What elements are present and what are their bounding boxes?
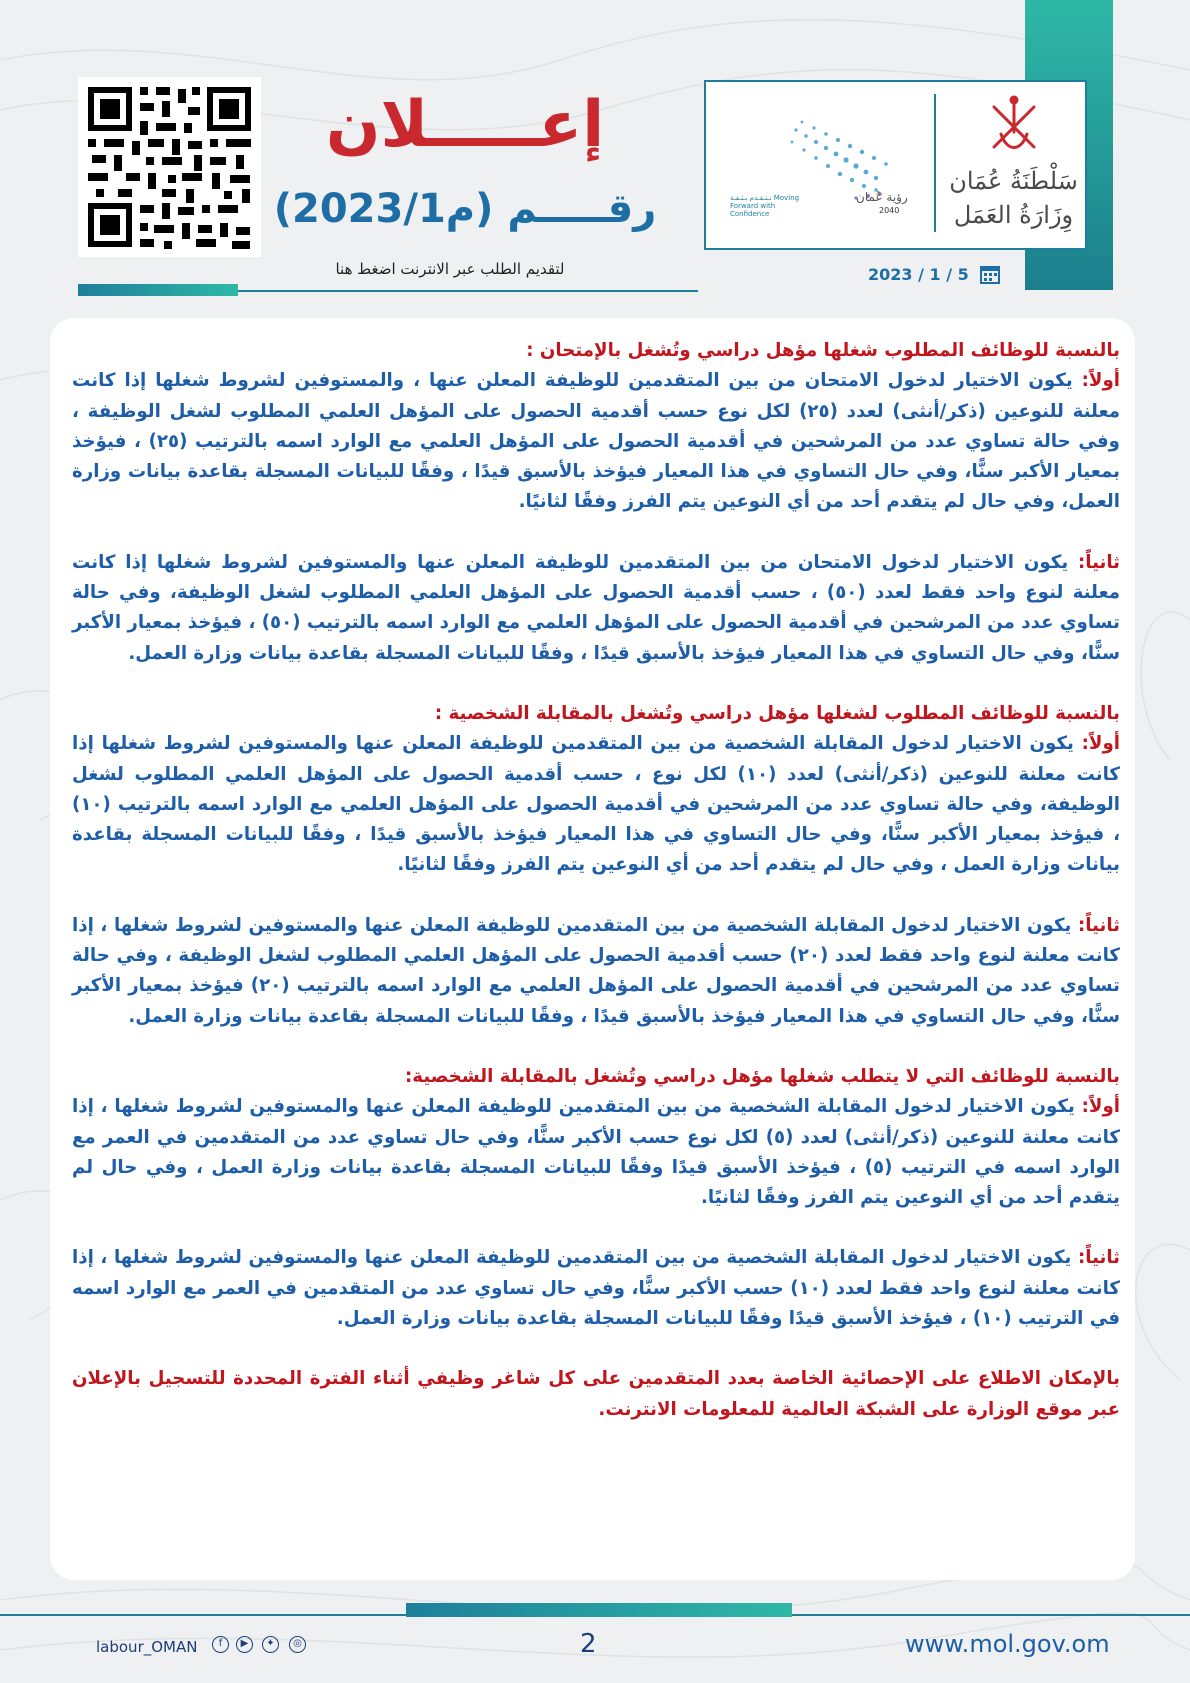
section-3-paragraph-1-label: أولاً: — [1081, 1096, 1120, 1118]
section-3-heading: بالنسبة للوظائف التي لا يتطلب شغلها مؤهل دراسي وتُشغل بالمقابلة الشخصية: — [405, 1065, 1120, 1087]
section-2-paragraph-2-text: يكون الاختيار لدخول المقابلة الشخصية من بين المتقدمين للوظيفة المعلن عنها والمستوفين لشروط شغلها ، إذا كانت معلنة لنوع واحد فقط لعدد (٢٠) حسب أقدمية الحصول على المؤهل العلمي المطلوب لشغل الوظيفة ، وفي حالة تساوي عدد من المرشحين في أقدمية الحصول على المؤهل العلمي مع الوارد اسمه بالترتيب (٢٠) فيؤخذ بمعيار الأكبر سنًّا، وفي حال التساوي في هذا المعيار فيؤخذ بالأسبق قيدًا ، وفقًا للبيانات المسجلة بقاعدة بيانات وزارة العمل. — [72, 914, 1120, 1027]
announcement-body — [72, 336, 1120, 1425]
qr-code[interactable] — [78, 77, 261, 257]
ministry-line-1: سَلْطَنَةُ عُمَان — [949, 167, 1078, 195]
section-1-paragraph-2-label: ثانياً: — [1077, 551, 1120, 573]
apply-online-link[interactable]: لتقديم الطلب عبر الانترنت اضغط هنا — [335, 260, 565, 278]
instagram-icon[interactable]: ◎ — [289, 1636, 306, 1653]
facebook-icon[interactable]: f — [212, 1636, 229, 1653]
announcement-number: رقـــــم (م2023/1) — [273, 186, 657, 232]
section-2-paragraph-2 — [72, 911, 1120, 1032]
footer-accent-bar — [406, 1603, 792, 1617]
section-2-paragraph-1 — [72, 729, 1120, 880]
vision-year: 2040 — [879, 206, 900, 215]
social-handle[interactable]: labour_OMAN — [96, 1638, 198, 1656]
section-2-paragraph-1-text: يكون الاختيار لدخول المقابلة الشخصية من بين المتقدمين للوظيفة المعلن عنها والمستوفين لشروط شغلها إذا كانت معلنة للنوعين (ذكر/أنثى) لعدد (١٠) لكل نوع ، حسب أقدمية الحصول على المؤهل العلمي المطلوب لشغل الوظيفة، وفي حالة تساوي عدد من المرشحين في أقدمية الحصول على المؤهل العلمي مع الوارد اسمه بالترتيب (١٠) ، فيؤخذ بمعيار الأكبر سنًّا، وفي حال التساوي في هذا المعيار فيؤخذ بالأسبق قيدًا ، وفقًا للبيانات المسجلة بقاعدة بيانات وزارة العمل ، وفي حال لم يتقدم أحد من أي النوعين يتم الفرز وفقًا لثانيًا. — [72, 733, 1120, 876]
ministry-name — [946, 164, 1081, 232]
logo-panel — [704, 80, 1087, 250]
calendar-icon — [980, 264, 1000, 284]
section-3-paragraph-1-text: يكون الاختيار لدخول المقابلة الشخصية من بين المتقدمين للوظيفة المعلن عنها والمستوفين لشروط شغلها ، إذا كانت معلنة للنوعين (ذكر/أنثى) لعدد (٥) لكل نوع حسب الأكبر سنًّا، وفي حال تساوي عدد من المتقدمين في العمر مع الوارد اسمه في الترتيب (٥) ، فيؤخذ الأسبق قيدًا وفقًا للبيانات المسجلة بقاعدة بيانات وزارة العمل ، وفي حال لم يتقدم أحد من أي النوعين يتم الفرز وفقًا لثانيًا. — [72, 1096, 1120, 1209]
twitter-icon[interactable]: ✦ — [262, 1636, 279, 1653]
header-divider-accent — [78, 284, 238, 296]
website-link[interactable]: www.mol.gov.om — [905, 1630, 1110, 1658]
oman-emblem-icon — [979, 92, 1049, 162]
announcement-title: إعـــــلان — [325, 88, 605, 162]
section-3-paragraph-2-label: ثانياً: — [1077, 1247, 1120, 1269]
announcement-date: 2023 / 1 / 5 — [868, 265, 969, 284]
section-2-paragraph-1-label: أولاً: — [1081, 733, 1120, 755]
section-3-paragraph-1 — [72, 1092, 1120, 1213]
section-2-paragraph-2-label: ثانياً: — [1077, 914, 1120, 936]
page-number: 2 — [580, 1629, 597, 1659]
section-1-paragraph-1-text: يكون الاختيار لدخول الامتحان من بين المتقدمين للوظيفة المعلن عنها ، والمستوفين لشروط شغلها إذا كانت معلنة للنوعين (ذكر/أنثى) لعدد (٢٥) لكل نوع حسب أقدمية الحصول على المؤهل العلمي المطلوب لشغل الوظيفة ، وفي حالة تساوي عدد من المرشحين في أقدمية الحصول على المؤهل العلمي مع الوارد اسمه بالترتيب (٢٥) ، فيؤخذ بمعيار الأكبر سنًّا، وفي حال التساوي في هذا المعيار فيؤخذ بالأسبق قيدًا ، وفقًا للبيانات المسجلة بقاعدة بيانات وزارة العمل، وفي حال لم يتقدم أحد من أي النوعين يتم الفرز وفقًا لثانيًا. — [72, 370, 1120, 513]
section-1-paragraph-1 — [72, 366, 1120, 517]
forward-slogan: نـتـقـدم بـثـقـة Moving Forward with Confidence — [730, 194, 800, 218]
section-1-paragraph-1-label: أولاً: — [1081, 370, 1120, 392]
section-3-paragraph-2-text: يكون الاختيار لدخول المقابلة الشخصية من بين المتقدمين للوظيفة المعلن عنها والمستوفين لشروط شغلها ، إذا كانت معلنة لنوع واحد فقط لعدد (١٠) حسب الأكبر سنًّا، وفي حال تساوي عدد من المتقدمين في العمر مع الوارد اسمه في الترتيب (١٠) ، فيؤخذ الأسبق قيدًا وفقًا للبيانات المسجلة بقاعدة بيانات وزارة العمل. — [72, 1247, 1120, 1330]
ministry-logo — [946, 92, 1081, 238]
logo-divider — [934, 94, 936, 232]
section-1-paragraph-2-text: يكون الاختيار لدخول الامتحان من بين المتقدمين للوظيفة المعلن عنها والمستوفين لشروط شغلها إذا كانت معلنة لنوع واحد فقط لعدد (٥٠) ، حسب أقدمية الحصول على المؤهل العلمي المطلوب لشغل الوظيفة، وفي حالة تساوي عدد من المرشحين في أقدمية الحصول على المؤهل العلمي مع الوارد اسمه بالترتيب (٥٠) ، فيؤخذ بمعيار الأكبر سنًّا، وفي حال التساوي في هذا المعيار فيؤخذ بالأسبق قيدًا ، وفقًا للبيانات المسجلة بقاعدة بيانات وزارة العمل. — [72, 551, 1120, 664]
section-1-paragraph-2 — [72, 548, 1120, 669]
section-3-paragraph-2 — [72, 1243, 1120, 1334]
ministry-line-2: وِزَارَةُ العَمَل — [953, 201, 1074, 229]
vision-label: رؤية عُمان — [856, 190, 908, 204]
closing-note: بالإمكان الاطلاع على الإحصائية الخاصة بعدد المتقدمين على كل شاغر وظيفي أثناء الفترة المحددة للتسجيل بالإعلان عبر موقع الوزارة على الشبكة العالمية للمعلومات الانترنت. — [72, 1368, 1120, 1420]
section-1-heading: بالنسبة للوظائف المطلوب شغلها مؤهل دراسي وتُشغل بالإمتحان : — [526, 340, 1120, 361]
youtube-icon[interactable]: ▶ — [236, 1636, 253, 1653]
section-2-heading: بالنسبة للوظائف المطلوب لشغلها مؤهل دراسي وتُشغل بالمقابلة الشخصية : — [434, 702, 1120, 724]
